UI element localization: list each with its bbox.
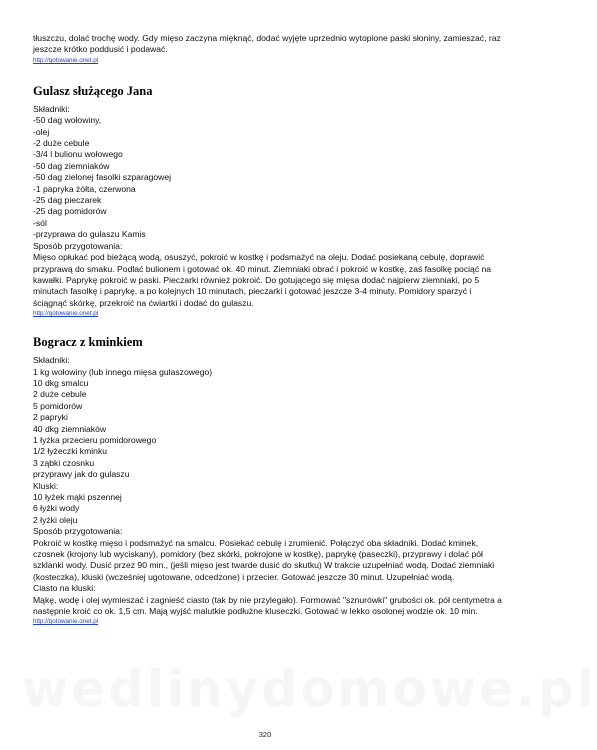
ingredients-label: Składniki: <box>33 103 70 114</box>
ingredient-item: 2 papryki <box>33 412 68 423</box>
ingredient-item: -3/4 l bulionu wołowego <box>33 149 123 160</box>
noodles-label: Kluski: <box>33 480 59 491</box>
ingredient-item: -sól <box>33 217 47 228</box>
ingredient-item: 2 duże cebule <box>33 389 87 400</box>
intro-paragraph: tłuszczu, dolać trochę wody. Gdy mięso zaczyna mięknąć, dodać wyjęte uprzednio wytopione paski słoniny, zamieszać, raz jeszcze krótko poddusić i podawać. <box>33 33 501 55</box>
page-number: 320 <box>258 730 272 739</box>
noodle-ingredient-item: 6 łyżki wody <box>33 503 80 514</box>
method-label: Sposób przygotowania: <box>33 526 123 537</box>
ingredient-item: -25 dag pieczarek <box>33 195 102 206</box>
dough-label: Ciasto na kluski: <box>33 583 96 594</box>
noodle-ingredient-item: 10 łyżek mąki pszennej <box>33 492 122 502</box>
ingredients-list <box>33 115 503 240</box>
ingredient-item: 1 łyżka przecieru pomidorowego <box>33 434 157 445</box>
recipe-title: Bogracz z kminkiem <box>33 335 143 350</box>
ingredient-item: 10 dkg smalcu <box>33 377 89 388</box>
ingredient-item: -1 papryka żółta, czerwona <box>33 183 136 194</box>
ingredient-item: 3 ząbki czosnku <box>33 457 95 468</box>
ingredient-item: -50 dag ziemniaków <box>33 160 110 171</box>
recipe-title: Gulasz służącego Jana <box>33 83 153 98</box>
page-content <box>33 33 503 626</box>
ingredient-item: przyprawy jak do gulaszu <box>33 469 130 480</box>
method-label: Sposób przygotowania: <box>33 240 123 251</box>
ingredient-item: 40 dkg ziemniaków <box>33 423 107 434</box>
ingredients-list <box>33 367 503 481</box>
ingredient-item: -olej <box>33 126 50 137</box>
method-text: Mięso opłukać pod bieżącą wodą, osuszyć, pokroić w kostkę i podsmażyć na oleju. Dodać posiekaną cebulę, doprawić przyprawą do smaku. Podlać bulionem i gotować ok. 40 minut. Ziemniaki obrać i pokroić w kostkę, zaś fasolkę pociąć na kawałki. Paprykę pokroić w paski. Pieczarki również pokroić. Do gotującego się mięsa dodać najpierw ziemniaki, po 5 minutach fasolkę i paprykę, a po kolejnych 10 minutach, pieczarki i gotować jeszcze 3-4 minuty. Pomidory sparzyć i ściągnąć skórkę, przekroić na ćwiartki i dodać do gulaszu. <box>33 252 492 308</box>
ingredient-item: -25 dag pomidorów <box>33 206 107 217</box>
source-link[interactable]: http://gotowanie.onet.pl <box>33 56 99 64</box>
recipe-gulasz <box>33 84 503 318</box>
ingredient-item: -50 dag wołowiny, <box>33 115 102 126</box>
site-watermark: wedlinydomowe.pl <box>22 660 597 718</box>
method-text: Pokroić w kostkę mięso i podsmażyć na smalcu. Posiekać cebulę i zrumienić. Połączyć oba składniki. Dodać kminek, czosnek (krojony lub wyciskany), pomidory (bez skórki, pokrojone w kostkę), paprykę (paseczki), przyprawy i dolać pół szklanki wody. Dusić przez 90 min., (jeśli mięso jest twarde dusić do skutku) W trakcie uzupełniać wodą. Dodać ziemniaki (kosteczka), kluski (wcześniej ugotowane, odcedzone) i przecier. Gotować jeszcze 30 minut. Uzupełniać wodą. <box>33 537 495 582</box>
source-link[interactable]: http://gotowanie.onet.pl <box>33 618 99 626</box>
ingredient-item: -przyprawa do gulaszu Kamis <box>33 229 146 240</box>
noodles-list <box>33 492 503 526</box>
ingredients-label: Składniki: <box>33 355 70 366</box>
ingredient-item: -2 duże cebule <box>33 138 90 149</box>
recipe-bogracz <box>33 335 503 626</box>
dough-text: Mąkę, wodę i olej wymieszać i zagnieść ciasto (tak by nie przylegało). Formować "sznurówki" grubości ok. pół centymetra a następnie kroić co ok. 1,5 cm. Mają wyjść malutkie podłużne kluseczki. Gotować w lekko osolonej wodzie ok. 10 min. <box>33 594 502 617</box>
ingredient-item: 5 pomidorów <box>33 400 83 411</box>
ingredient-item: 1/2 łyżeczki kminku <box>33 446 108 457</box>
ingredient-item: 1 kg wołowiny (lub innego mięsa gulaszowego) <box>33 366 213 377</box>
noodle-ingredient-item: 2 łyżki oleju <box>33 514 78 525</box>
ingredient-item: -50 dag zielonej fasolki szparagowej <box>33 172 172 183</box>
source-link[interactable]: http://gotowanie.onet.pl <box>33 310 99 318</box>
